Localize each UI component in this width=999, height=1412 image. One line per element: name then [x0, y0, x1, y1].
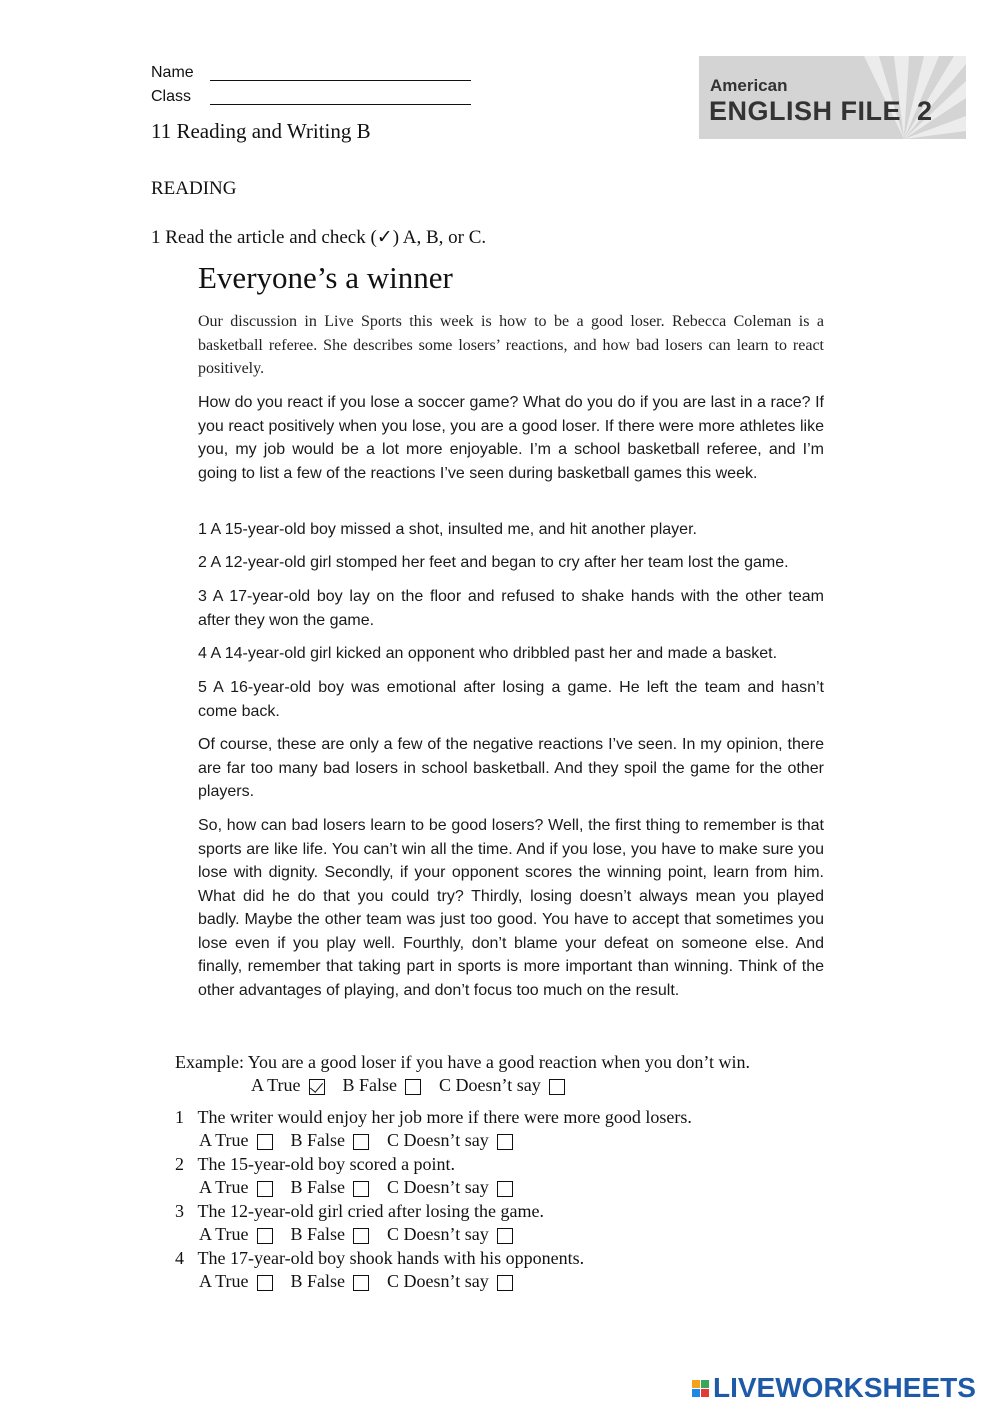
american-english-file-logo	[699, 56, 966, 139]
instruction: 1 Read the article and check (✓) A, B, or C.	[151, 227, 487, 248]
q4-checkbox-b[interactable]	[353, 1275, 369, 1291]
question-3-options	[199, 1224, 531, 1245]
q3-checkbox-b[interactable]	[353, 1228, 369, 1244]
question-2-options	[199, 1177, 531, 1198]
question-4	[175, 1248, 584, 1269]
question-text: The 12-year-old girl cried after losing the game.	[197, 1201, 544, 1221]
q1-checkbox-a[interactable]	[257, 1134, 273, 1150]
class-field[interactable]	[210, 104, 471, 105]
article-paragraph-3: So, how can bad losers learn to be good losers? Well, the first thing to remember is that sports are like life. You can’t win all the time. And if you lose, you have to make sure you lose with dignity. Secondly, if your opponent scores the winning point, learn from him. What did he do that you could try? Thirdly, losing doesn’t always mean you played badly. Maybe the other team was just too good. You have to accept that sometimes you lose even if you play well. Fourthly, don’t blame your defeat on someone else. And finally, remember that taking part in sports is more important than winning. Think of the other advantages of playing, and don’t focus too much on the result.	[198, 817, 824, 999]
question-3	[175, 1201, 544, 1222]
reaction-item-3: 3 A 17-year-old boy lay on the floor and refused to shake hands with the other team after they won the game.	[198, 588, 824, 629]
option-a-label: A True	[199, 1130, 249, 1150]
q4-checkbox-c[interactable]	[497, 1275, 513, 1291]
example-checkbox-b[interactable]	[405, 1079, 421, 1095]
logo-line1: American	[710, 76, 788, 95]
question-1	[175, 1107, 692, 1128]
name-label: Name	[151, 64, 194, 81]
section-heading: READING	[151, 178, 237, 199]
example-options	[251, 1075, 583, 1096]
question-text: The 17-year-old boy shook hands with his opponents.	[197, 1248, 585, 1268]
question-text: The writer would enjoy her job more if there were more good losers.	[197, 1107, 692, 1127]
reaction-item-2: 2 A 12-year-old girl stomped her feet and began to cry after her team lost the game.	[198, 554, 789, 571]
option-a-label: A True	[199, 1177, 249, 1197]
q1-checkbox-b[interactable]	[353, 1134, 369, 1150]
q4-checkbox-a[interactable]	[257, 1275, 273, 1291]
option-c-label: C Doesn’t say	[387, 1177, 489, 1197]
example-text: Example: You are a good loser if you have a good reaction when you don’t win.	[175, 1052, 751, 1072]
option-b-label: B False	[290, 1130, 346, 1150]
question-1-options	[199, 1130, 531, 1151]
article-paragraph-2: Of course, these are only a few of the negative reactions I’ve seen. In my opinion, there are far too many bad losers in school basketball. And they spoil the game for the other players.	[198, 736, 824, 800]
reaction-item-5: 5 A 16-year-old boy was emotional after losing a game. He left the team and hasn’t come back.	[198, 679, 824, 720]
option-c-label: C Doesn’t say	[439, 1075, 541, 1095]
option-a-label: A True	[251, 1075, 301, 1095]
q2-checkbox-b[interactable]	[353, 1181, 369, 1197]
worksheet-title: 11 Reading and Writing B	[151, 119, 371, 143]
liveworksheets-brand: LIVEWORKSHEETS	[713, 1372, 976, 1403]
q2-checkbox-a[interactable]	[257, 1181, 273, 1197]
example-checkbox-a[interactable]	[309, 1079, 325, 1095]
question-number: 2	[175, 1154, 184, 1174]
article-intro: Our discussion in Live Sports this week is how to be a good loser. Rebecca Coleman is a basketball referee. She describes some losers’ reactions, and how bad losers can learn to react positively.	[198, 313, 824, 377]
option-b-label: B False	[342, 1075, 398, 1095]
q1-checkbox-c[interactable]	[497, 1134, 513, 1150]
option-a-label: A True	[199, 1271, 249, 1291]
q3-checkbox-a[interactable]	[257, 1228, 273, 1244]
article-paragraph-1: How do you react if you lose a soccer game? What do you do if you are last in a race? If you react positively when you lose, you are a good loser. If there were more athletes like you, my job would be a lot more enjoyable. I’m a school basketball referee, and I’m going to list a few of the reactions I’ve seen during basketball games this week.	[198, 394, 824, 482]
article-headline: Everyone’s a winner	[198, 260, 453, 295]
q3-checkbox-c[interactable]	[497, 1228, 513, 1244]
question-number: 3	[175, 1201, 184, 1221]
question-4-options	[199, 1271, 531, 1292]
option-c-label: C Doesn’t say	[387, 1224, 489, 1244]
reaction-item-4: 4 A 14-year-old girl kicked an opponent who dribbled past her and made a basket.	[198, 645, 778, 662]
option-b-label: B False	[290, 1224, 346, 1244]
name-field[interactable]	[210, 80, 471, 81]
logo-number: 2	[917, 96, 933, 126]
example-checkbox-c[interactable]	[549, 1079, 565, 1095]
question-2	[175, 1154, 455, 1175]
class-label: Class	[151, 88, 192, 105]
liveworksheets-logo[interactable]	[692, 1372, 976, 1404]
option-a-label: A True	[199, 1224, 249, 1244]
q2-checkbox-c[interactable]	[497, 1181, 513, 1197]
option-b-label: B False	[290, 1271, 346, 1291]
option-c-label: C Doesn’t say	[387, 1271, 489, 1291]
question-number: 4	[175, 1248, 184, 1268]
option-c-label: C Doesn’t say	[387, 1130, 489, 1150]
reaction-item-1: 1 A 15-year-old boy missed a shot, insulted me, and hit another player.	[198, 521, 697, 538]
liveworksheets-icon	[692, 1380, 709, 1397]
question-text: The 15-year-old boy scored a point.	[197, 1154, 456, 1174]
logo-line2: ENGLISH FILE 2	[709, 96, 933, 126]
question-number: 1	[175, 1107, 184, 1127]
option-b-label: B False	[290, 1177, 346, 1197]
